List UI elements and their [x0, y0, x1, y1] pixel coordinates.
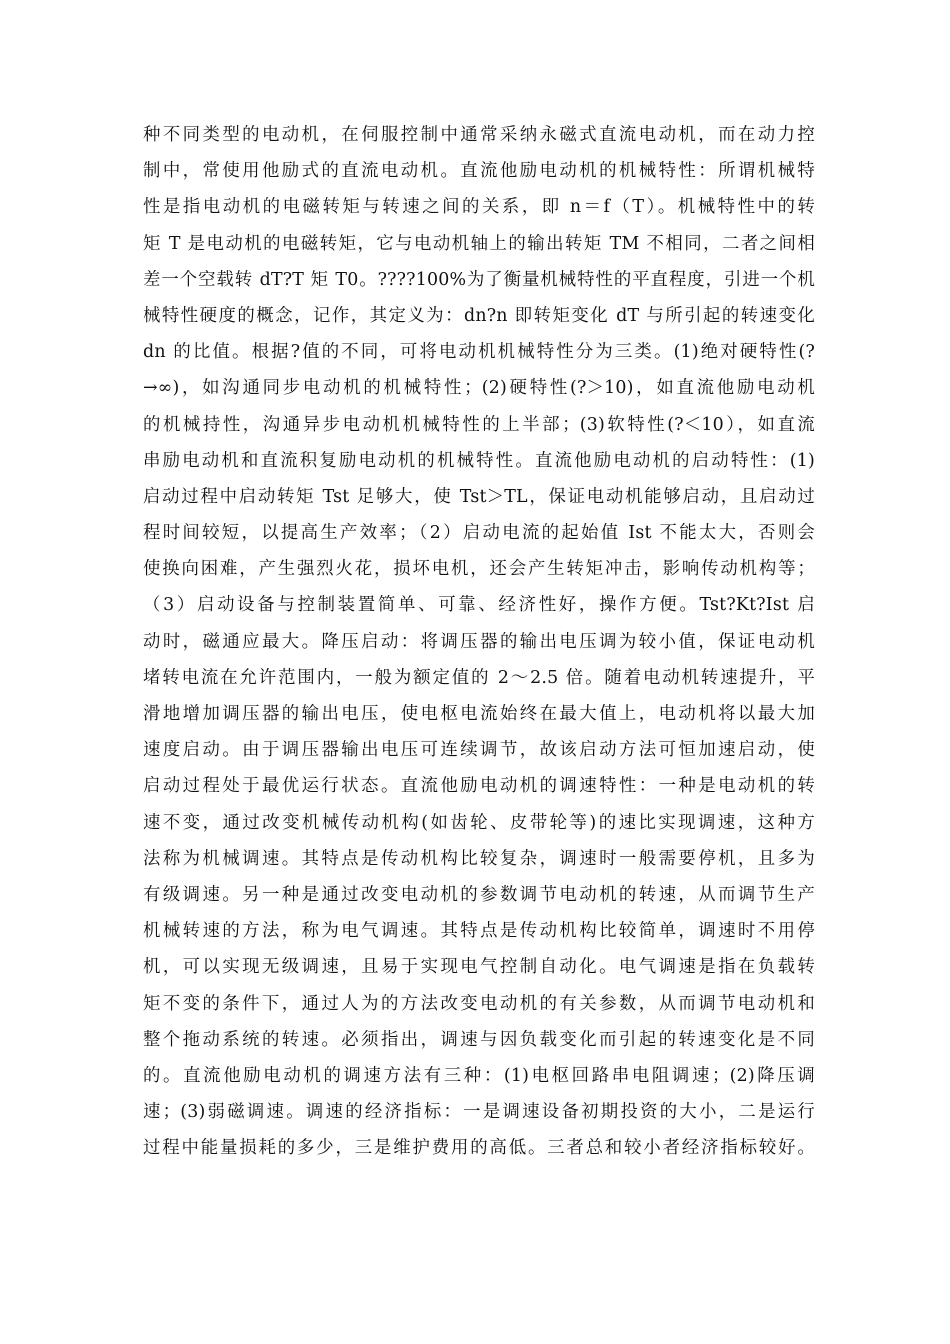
text-line: 速；(3)弱磁调速。调速的经济指标：一是调速设备初期投资的大小，二是运行 — [143, 1102, 815, 1123]
text-line: 性是指电动机的电磁转矩与转速之间的关系，即 n＝f（T）。机械特性中的转 — [143, 197, 815, 218]
text-line: 差一个空载转 dT?T 矩 T0。????100%为了衡量机械特性的平直程度，引进一个机 — [143, 269, 815, 290]
text-line: 械特性硬度的概念，记作，其定义为：dn?n 即转矩变化 dT 与所引起的转速变化 — [143, 305, 815, 326]
text-line: 启动过程中启动转矩 Tst 足够大，使 Tst＞TL，保证电动机能够启动，且启动过 — [143, 486, 815, 507]
text-line: 法称为机械调速。其特点是传动机构比较复杂，调速时一般需要停机，且多为 — [143, 848, 815, 869]
text-line: 动时，磁通应最大。降压启动：将调压器的输出电压调为较小值，保证电动机 — [143, 631, 815, 652]
text-line: 的机械持性，沟通异步电动机机械特性的上半部；(3)软特性(?＜10），如直流 — [143, 414, 815, 435]
text-line: 制中，常使用他励式的直流电动机。直流他励电动机的机械特性：所谓机械特 — [143, 161, 815, 182]
text-line: 机械转速的方法，称为电气调速。其特点是传动机构比较简单，调速时不用停 — [143, 921, 815, 942]
text-line: 整个拖动系统的转速。必须指出，调速与因负载变化而引起的转速变化是不同 — [143, 1029, 815, 1050]
text-line: 有级调速。另一种是通过改变电动机的参数调节电动机的转速，从而调节生产 — [143, 884, 815, 905]
text-line: 速不变，通过改变机械传动机构(如齿轮、皮带轮等)的速比实现调速，这种方 — [143, 812, 815, 833]
text-line: 机，可以实现无级调速，且易于实现电气控制自动化。电气调速是指在负载转 — [143, 957, 815, 978]
text-line: 矩不变的条件下，通过人为的方法改变电动机的有关参数，从而调节电动机和 — [143, 993, 815, 1014]
text-line: →∞)，如沟通同步电动机的机械特性；(2)硬特性(?＞10)，如直流他励电动机 — [143, 378, 815, 399]
text-line: dn 的比值。根据?值的不同，可将电动机机械特性分为三类。(1)绝对硬特性(? — [143, 342, 815, 363]
body-paragraph — [143, 117, 815, 1166]
text-line: 启动过程处于最优运行状态。直流他励电动机的调速特性：一种是电动机的转 — [143, 776, 815, 797]
text-line: 过程中能量损耗的多少，三是维护费用的高低。三者总和较小者经济指标较好。 — [143, 1138, 815, 1159]
text-line: 速度启动。由于调压器输出电压可连续调节，故该启动方法可恒加速启动，使 — [143, 740, 815, 761]
text-line: 使换向困难，产生强烈火花，损坏电机，还会产生转矩冲击，影响传动机构等； — [143, 559, 815, 580]
text-line: （3）启动设备与控制装置简单、可靠、经济性好，操作方便。Tst?Kt?Ist 启 — [143, 595, 815, 616]
text-line: 串励电动机和直流积复励电动机的机械特性。直流他励电动机的启动特性：(1) — [143, 450, 815, 471]
text-line: 程时间较短，以提高生产效率；（2）启动电流的起始值 Ist 不能太大，否则会 — [143, 523, 815, 544]
text-line: 种不同类型的电动机，在伺服控制中通常采纳永磁式直流电动机，而在动力控 — [143, 125, 815, 145]
text-line: 矩 T 是电动机的电磁转矩，它与电动机轴上的输出转矩 TM 不相同，二者之间相 — [143, 233, 815, 254]
text-line: 堵转电流在允许范围内，一般为额定值的 2～2.5 倍。随着电动机转速提升，平 — [143, 667, 815, 688]
text-line: 的。直流他励电动机的调速方法有三种：(1)电枢回路串电阻调速；(2)降压调 — [143, 1065, 815, 1086]
text-line: 滑地增加调压器的输出电压，使电枢电流始终在最大值上，电动机将以最大加 — [143, 704, 815, 724]
